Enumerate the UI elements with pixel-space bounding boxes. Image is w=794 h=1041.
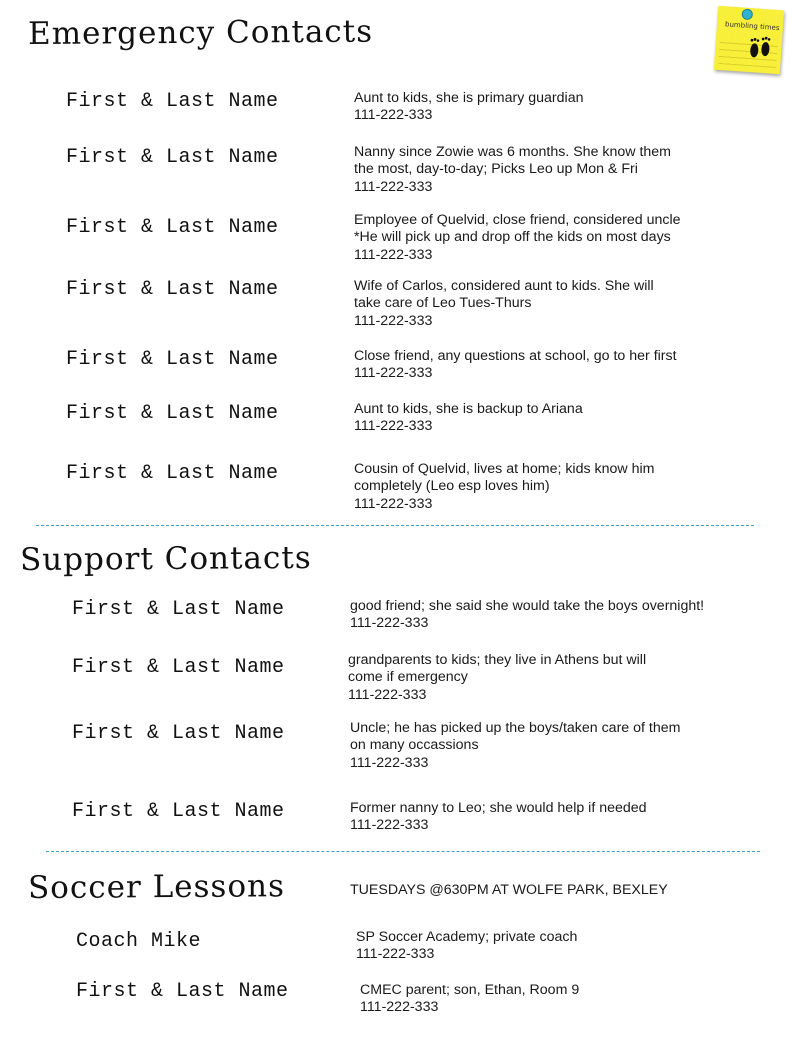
contact-name: First & Last Name: [72, 722, 285, 745]
phone-number: 111-222-333: [348, 686, 427, 703]
soccer-lessons-heading: Soccer Lessons: [27, 868, 286, 906]
contact-name: First & Last Name: [72, 656, 285, 679]
pushpin-icon: [741, 8, 753, 20]
contact-details: [354, 278, 774, 330]
detail-line: good friend; she said she would take the boys overnight!: [350, 598, 705, 614]
phone-number: 111-222-333: [354, 107, 433, 124]
section-divider: [36, 525, 754, 526]
contact-details: [350, 720, 770, 772]
contact-details: [360, 982, 780, 1017]
detail-line: on many occassions: [350, 737, 479, 754]
phone-number: 111-222-333: [354, 312, 433, 329]
contact-name: First & Last Name: [66, 146, 279, 169]
section-divider: [46, 851, 760, 852]
detail-line: SP Soccer Academy; private coach: [356, 929, 578, 945]
detail-line: completely (Leo esp loves him): [354, 478, 550, 495]
detail-line: Nanny since Zowie was 6 months. She know them: [354, 144, 672, 160]
detail-line: Employee of Quelvid, close friend, considered uncle: [354, 212, 681, 228]
contact-details: [354, 212, 774, 264]
contact-name: First & Last Name: [66, 90, 279, 113]
detail-line: Former nanny to Leo; she would help if needed: [350, 800, 647, 816]
emergency-contacts-heading: Emergency Contacts: [27, 13, 374, 52]
contact-name: First & Last Name: [72, 800, 285, 823]
contact-name: First & Last Name: [66, 462, 279, 485]
contact-details: [350, 800, 770, 835]
detail-line: grandparents to kids; they live in Athens but will: [348, 652, 647, 668]
contact-details: [356, 929, 776, 964]
detail-line: CMEC parent; son, Ethan, Room 9: [360, 982, 580, 998]
contact-details: [354, 90, 774, 125]
phone-number: 111-222-333: [354, 178, 433, 195]
support-contacts-heading: Support Contacts: [19, 539, 312, 578]
sticky-note-logo: [714, 6, 784, 74]
contact-details: [348, 652, 768, 704]
phone-number: 111-222-333: [350, 615, 429, 632]
contact-name: Coach Mike: [76, 930, 202, 953]
contact-details: [354, 144, 774, 196]
detail-line: the most, day-to-day; Picks Leo up Mon & Fri: [354, 161, 638, 178]
detail-line: Wife of Carlos, considered aunt to kids. She will: [354, 278, 654, 294]
contact-name: First & Last Name: [66, 402, 279, 425]
contact-details: [354, 348, 774, 383]
phone-number: 111-222-333: [354, 246, 433, 263]
contact-name: First & Last Name: [66, 216, 279, 239]
detail-line: take care of Leo Tues-Thurs: [354, 295, 532, 312]
detail-line: Close friend, any questions at school, go to her first: [354, 348, 677, 364]
sticky-note-label: bumbling times: [724, 20, 780, 33]
phone-number: 111-222-333: [360, 999, 439, 1016]
contact-details: [354, 401, 774, 436]
phone-number: 111-222-333: [350, 817, 429, 834]
detail-line: Aunt to kids, she is backup to Ariana: [354, 401, 583, 417]
phone-number: 111-222-333: [354, 365, 433, 382]
detail-line: come if emergency: [348, 669, 468, 686]
soccer-schedule: TUESDAYS @630PM AT WOLFE PARK, BEXLEY: [350, 882, 668, 898]
contact-name: First & Last Name: [66, 348, 279, 371]
contact-name: First & Last Name: [72, 598, 285, 621]
contact-name: First & Last Name: [76, 980, 289, 1003]
contact-name: First & Last Name: [66, 278, 279, 301]
phone-number: 111-222-333: [350, 754, 429, 771]
detail-line: *He will pick up and drop off the kids on most days: [354, 229, 671, 246]
phone-number: 111-222-333: [356, 946, 435, 963]
phone-number: 111-222-333: [354, 418, 433, 435]
contact-details: [350, 598, 780, 633]
contact-details: [354, 461, 774, 513]
detail-line: Cousin of Quelvid, lives at home; kids know him: [354, 461, 655, 477]
detail-line: Uncle; he has picked up the boys/taken care of them: [350, 720, 681, 736]
detail-line: Aunt to kids, she is primary guardian: [354, 90, 584, 106]
phone-number: 111-222-333: [354, 495, 433, 512]
baby-feet-icon: [744, 32, 776, 64]
